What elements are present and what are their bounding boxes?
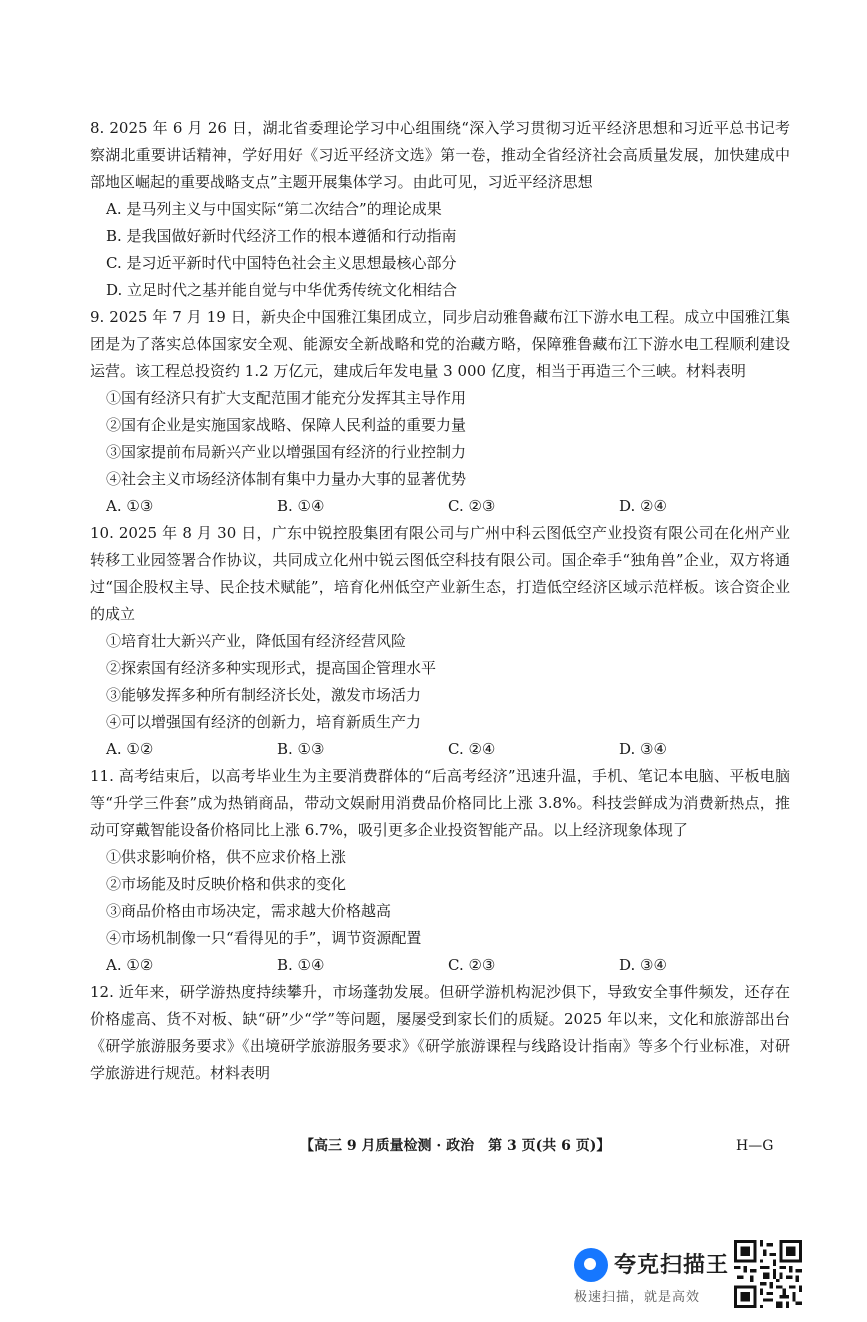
question-stem: 10. 2025 年 8 月 30 日，广东中锐控股集团有限公司与广州中科云图低空产业投资有限公司在化州产业转移工业园签署合作协议，共同成立化州中锐云图低空科技有限公司。国企牵手“独角兽”企业，双方将通过“国企股权主导、民企技术赋能”，培育化州低空产业新生态，打造低空经济区域示范样板。该合资企业的成立 — [90, 524, 790, 623]
question-10 — [90, 520, 790, 763]
question-stem: 11. 高考结束后，以高考毕业生为主要消费群体的“后高考经济”迅速升温，手机、笔记本电脑、平板电脑等“升学三件套”成为热销商品，带动文娱耐用消费品价格同比上涨 3.8%。科技尝鲜成为消费新热点，推动可穿戴智能设备价格同比上涨 6.7%，吸引更多企业投资智能产品。以上经济现象体现了 — [90, 767, 790, 839]
option-a: A. 是马列主义与中国实际“第二次结合”的理论成果 — [106, 200, 442, 218]
option-b: B. 是我国做好新时代经济工作的根本遵循和行动指南 — [106, 227, 457, 245]
statement-2: ②探索国有经济多种实现形式，提高国企管理水平 — [106, 659, 437, 677]
question-stem: 12. 近年来，研学游热度持续攀升，市场蓬勃发展。但研学游机构泥沙俱下，导致安全事件频发，还存在价格虚高、货不对板、缺“研”少“学”等问题，屡屡受到家长们的质疑。2025 年以来，文化和旅游部出台《研学旅游服务要求》《出境研学旅游服务要求》《研学旅游课程与线路设计指南》等多个行业标准，对研学旅游进行规范。材料表明 — [90, 983, 790, 1082]
brand-slogan: 极速扫描，就是高效 — [574, 1290, 701, 1305]
question-8 — [90, 115, 790, 304]
question-9 — [90, 304, 790, 520]
statement-3: ③能够发挥多种所有制经济长处，激发市场活力 — [106, 686, 422, 704]
statement-3: ③商品价格由市场决定，需求越大价格越高 — [106, 902, 392, 920]
statement-2: ②国有企业是实施国家战略、保障人民利益的重要力量 — [106, 416, 467, 434]
question-stem: 8. 2025 年 6 月 26 日，湖北省委理论学习中心组围绕“深入学习贯彻习近平经济思想和习近平总书记考察湖北重要讲话精神，学好用好《习近平经济文选》第一卷，推动全省经济社会高质量发展，加快建成中部地区崛起的重要战略支点”主题开展集体学习。由此可见，习近平经济思想 — [90, 119, 790, 191]
option-b: B. ①④ — [277, 956, 325, 974]
question-12 — [90, 979, 790, 1087]
quark-logo-icon — [574, 1248, 608, 1282]
option-d: D. ②④ — [619, 497, 667, 515]
brand-name: 夸克扫描王 — [614, 1253, 730, 1278]
statement-4: ④市场机制像一只“看得见的手”，调节资源配置 — [106, 929, 422, 947]
option-b: B. ①③ — [277, 740, 325, 758]
statement-3: ③国家提前布局新兴产业以增强国有经济的行业控制力 — [106, 443, 467, 461]
scanner-watermark — [574, 1244, 734, 1304]
qr-code-icon — [734, 1240, 802, 1308]
statement-4: ④可以增强国有经济的创新力，培育新质生产力 — [106, 713, 422, 731]
option-a: A. ①② — [106, 956, 154, 974]
statement-1: ①国有经济只有扩大支配范围才能充分发挥其主导作用 — [106, 389, 467, 407]
option-c: C. ②③ — [448, 497, 496, 515]
options-row — [90, 493, 790, 520]
option-c: C. ②③ — [448, 956, 496, 974]
statement-1: ①培育壮大新兴产业，降低国有经济经营风险 — [106, 632, 407, 650]
option-c: C. ②④ — [448, 740, 496, 758]
option-d: D. ③④ — [619, 740, 667, 758]
footer-title: 【高三 9 月质量检测 · 政治 第 3 页(共 6 页)】 — [300, 1138, 611, 1154]
question-area — [90, 115, 790, 1087]
statement-4: ④社会主义市场经济体制有集中力量办大事的显著优势 — [106, 470, 467, 488]
option-a: A. ①③ — [106, 497, 154, 515]
statement-2: ②市场能及时反映价格和供求的变化 — [106, 875, 347, 893]
option-c: C. 是习近平新时代中国特色社会主义思想最核心部分 — [106, 254, 457, 272]
option-b: B. ①④ — [277, 497, 325, 515]
question-stem: 9. 2025 年 7 月 19 日，新央企中国雅江集团成立，同步启动雅鲁藏布江下游水电工程。成立中国雅江集团是为了落实总体国家安全观、能源安全新战略和党的治藏方略，保障雅鲁藏布江下游水电工程顺利建设运营。该工程总投资约 1.2 万亿元，建成后年发电量 3 000 亿度，相当于再造三个三峡。材料表明 — [90, 308, 790, 380]
page-footer — [0, 1134, 867, 1158]
option-d: D. 立足时代之基并能自觉与中华优秀传统文化相结合 — [106, 281, 458, 299]
option-a: A. ①② — [106, 740, 154, 758]
options-row — [90, 736, 790, 763]
question-11 — [90, 763, 790, 979]
statement-1: ①供求影响价格，供不应求价格上涨 — [106, 848, 347, 866]
options-row — [90, 952, 790, 979]
footer-code: H—G — [736, 1138, 774, 1154]
option-d: D. ③④ — [619, 956, 667, 974]
